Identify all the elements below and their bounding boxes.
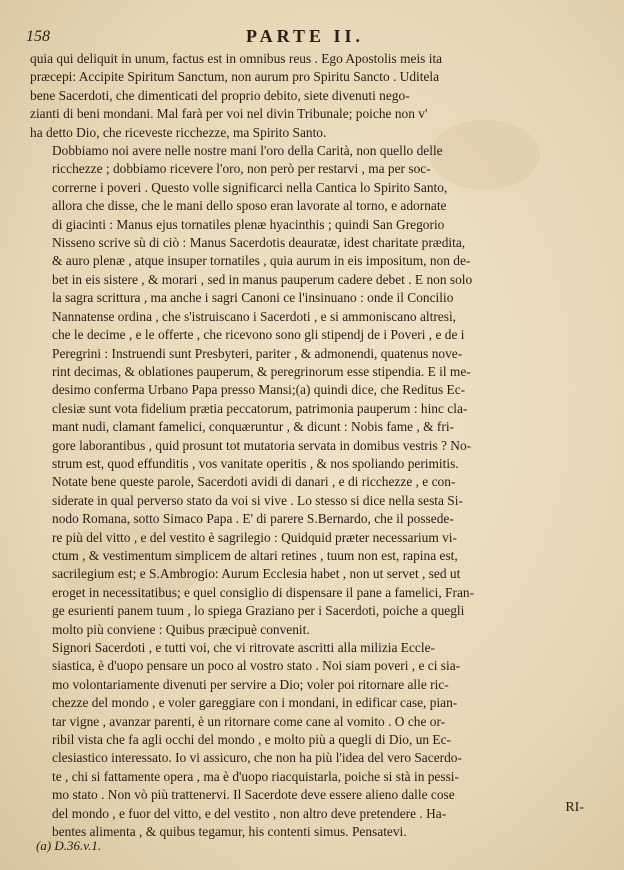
paragraph — [30, 142, 596, 639]
text-line: clesiæ sunt vota fidelium prætia peccatorum, patrimonia pauperum : hinc cla- — [52, 400, 468, 416]
text-line: Dobbiamo noi avere nelle nostre mani l'oro della Carità, non quello delle — [52, 143, 443, 159]
text-line: rint decimas, & oblationes pauperum, & peregrinorum esse stipendia. E il me- — [52, 363, 471, 379]
text-line: allora che disse, che le mani dello sposo eran lavorate al torno, e adornate — [52, 198, 447, 214]
page-number: 158 — [26, 28, 50, 45]
paragraph — [30, 50, 596, 142]
text-line: ge esurienti panem tuum , lo spiega Graziano per i Sacerdoti, poiche a quegli — [52, 603, 465, 619]
body-text — [30, 50, 596, 841]
text-line: bet in eis sistere , & morari , sed in manus pauperum cadere debet . E non solo — [52, 271, 473, 287]
text-line: ribil vista che fa agli occhi del mondo , e molto più a quegli di Dio, un Ec- — [52, 732, 452, 748]
page-header — [26, 26, 584, 50]
text-line: siastica, è d'uopo pensare un poco al vostro stato . Noi siam poveri , e ci sia- — [52, 658, 461, 674]
text-line: Notate bene queste parole, Sacerdoti avidi di danari , e di ricchezze , e con- — [52, 474, 456, 490]
text-line: del mondo , e fuor del vitto, e del vestito , non altro deve pretendere . Ha- — [52, 805, 447, 821]
text-line: Signori Sacerdoti , e tutti voi, che vi ritrovate ascritti alla milizia Eccle- — [52, 640, 435, 655]
text-line: molto più conviene : Quibus præcipuè convenit. — [52, 621, 310, 637]
text-line: mo volontariamente divenuti per servire a Dio; voler poi ritornare alle ric- — [52, 676, 449, 692]
text-line: zianti di beni mondani. Mal farà per voi nel divin Tribunale; poiche non v' — [30, 106, 428, 122]
text-line: clesiastico interessato. Io vi assicuro, che non ha più l'idea del vero Sacerdo- — [52, 750, 462, 766]
footnote: (a) D.36.v.1. — [36, 838, 102, 853]
text-line: te , chi si fattamente opera , ma è d'uopo riacquistarla, poiche si stà in pessi- — [52, 768, 459, 784]
text-line: eroget in necessitatibus; e quel consiglio di dispensare il pane a famelici, Fran- — [52, 584, 475, 600]
text-line: chezze del mondo , e voler gareggiare con i mondani, in edificar case, pian- — [52, 695, 458, 711]
running-head: PARTE II. — [245, 26, 365, 46]
text-line: præcepi: Accipite Spiritum Sanctum, non aurum pro Spiritu Sancto . Uditela — [30, 69, 440, 85]
text-line: siderate in qual perverso stato da voi si vive . Lo stesso si dice nella sesta Si- — [52, 492, 463, 508]
text-line: di giacinti : Manus ejus tornatiles plenæ hyacinthis ; quindi San Gregorio — [52, 216, 445, 232]
text-line: mo stato . Non vò più trattenervi. Il Sacerdote deve essere alieno dalle cose — [52, 787, 455, 803]
text-line: quia qui deliquit in unum, factus est in omnibus reus . Ego Apostolis meis ita — [30, 51, 443, 66]
text-line: gore laborantibus , quid prosunt tot mutatoria servata in domibus vestris ? No- — [52, 437, 472, 453]
text-line: la sagra scrittura , ma anche i sagri Canoni ce l'insinuano : onde il Concilio — [52, 290, 454, 306]
text-line: bene Sacerdoti, che dimenticati del proprio debito, siete divenuti nego- — [30, 87, 410, 103]
text-line: Nannatense ordina , che s'istruiscano i Sacerdoti , e si ammoniscano altresì, — [52, 308, 457, 324]
text-line: correrne i poveri . Questo volle significarci nella Cantica lo Spirito Santo, — [52, 179, 448, 195]
text-line: bentes alimenta , & quibus tegamur, his contenti simus. Pensatevi. — [52, 824, 407, 840]
text-line: sacrilegium est; e S.Ambrogio: Aurum Ecclesia habet , non ut servet , sed ut — [52, 566, 461, 582]
paragraph — [30, 639, 596, 841]
text-line: che le decime , e le offerte , che ricevono sono gli stipendj de i Poveri , e de i — [52, 327, 465, 343]
text-line: desimo conferma Urbano Papa presso Mansi;(a) quindi dice, che Reditus Ec- — [52, 382, 466, 398]
text-line: Peregrini : Instruendi sunt Presbyteri, pariter , & admonendi, quatenus nove- — [52, 345, 463, 361]
text-line: tar vigne , avanzar parenti, è un ritornare come cane al vomito . O che or- — [52, 713, 446, 729]
text-line: ricchezze ; dobbiamo ricevere l'oro, non però per restarvi , ma per soc- — [52, 161, 431, 177]
catchword: RI- — [565, 800, 584, 815]
text-line: re più del vitto , e del vestito è sagrilegio : Quidquid præter necessarium vi- — [52, 529, 457, 545]
text-line: strum est, quod effunditis , vos vanitate operitis , & nos spoliando perimitis. — [52, 455, 459, 471]
text-line: ctum , & vestimentum simplicem de altari retines , tuum non est, rapina est, — [52, 547, 458, 563]
text-line: Nisseno scrive sù di ciò : Manus Sacerdotis deauratæ, idest charitate prædita, — [52, 235, 466, 251]
text-line: & auro plenæ , atque insuper tornatiles , quia aurum in eis impositum, non de- — [52, 253, 471, 269]
text-line: mant nudi, clamant famelici, conquæruntur , & dicunt : Nobis fame , & fri- — [52, 419, 454, 435]
text-line: ha detto Dio, che riceveste ricchezze, ma Spirito Santo. — [30, 124, 327, 140]
text-line: nodo Romana, sotto Simaco Papa . E' di parere S.Bernardo, che il possede- — [52, 511, 454, 527]
